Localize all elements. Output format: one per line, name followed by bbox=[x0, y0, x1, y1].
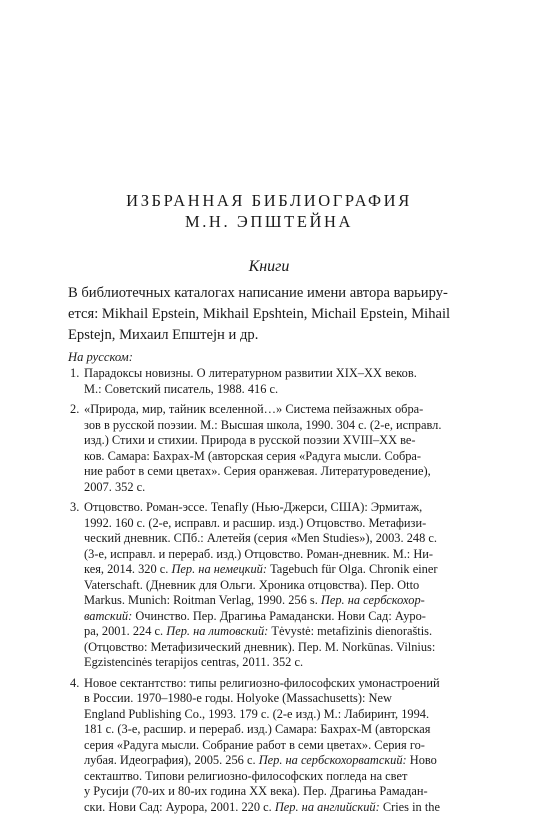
bibliography-entry bbox=[68, 366, 472, 397]
entry-line: Отцовство. Роман-эссе. Tenafly (Нью-Джерси, США): Эрмитаж, bbox=[84, 500, 423, 514]
entry-line: кея, 2014. 320 с. Пер. на немецкий: Tagebuch für Olga. Chronik einer bbox=[84, 562, 438, 576]
entry-line: М.: Советский писатель, 1988. 416 с. bbox=[84, 381, 279, 396]
entry-line: лубая. Идеография), 2005. 256 с. Пер. на сербскохорватский: Ново bbox=[84, 753, 437, 767]
entry-number: 2. bbox=[70, 402, 80, 416]
entry-line: у Русији (70-их и 80-их година XX века). Пер. Драгиња Рамадан- bbox=[84, 784, 428, 798]
entry-line: (Отцовство: Метафизический дневник). Пер. M. Norkūnas. Vilnius: bbox=[84, 639, 436, 654]
entry-line: зов в русской поэзии. М.: Высшая школа, 1990. 304 с. (2-е, исправл. bbox=[84, 417, 442, 432]
entry-line: ра, 2001. 224 с. Пер. на литовский: Tėvystė: metafizinis dienoraštis. bbox=[84, 624, 433, 638]
entry-line: Egzistencinės terapijos centras, 2011. 352 с. bbox=[84, 655, 304, 669]
bibliography-author: М.Н. ЭПШТЕЙНА bbox=[184, 212, 354, 231]
entry-line: 1992. 160 с. (2-е, исправл. и расшир. изд.) Отцовство. Метафизи- bbox=[84, 515, 427, 530]
bibliography-title: ИЗБРАННАЯ БИБЛИОГРАФИЯ bbox=[126, 191, 412, 210]
entry-line: «Природа, мир, тайник вселенной…» Система пейзажных обра- bbox=[84, 402, 424, 416]
entry-line: ски. Нови Сад: Аурора, 2001. 220 с. Пер. на английский: Cries in the bbox=[84, 799, 440, 814]
entry-number: 1. bbox=[70, 366, 80, 380]
entry-line: (3-е, исправл. и перераб. изд.) Отцовство. Роман-дневник. М.: Ни- bbox=[84, 546, 434, 561]
entry-line: Новое сектантство: типы религиозно-философских умонастроений bbox=[84, 675, 440, 690]
intro-line: Epstejn, Михаил Епштејн и др. bbox=[68, 327, 259, 343]
bibliography-entry bbox=[68, 676, 472, 816]
entry-line: Vaterschaft. (Дневник для Ольги. Хроника отцовства). Пер. Otto bbox=[84, 577, 420, 592]
entry-number: 3. bbox=[70, 500, 80, 514]
intro-line: В библиотечных каталогах написание имени автора варьиру- bbox=[68, 285, 448, 301]
entry-line: ватский: Очинство. Пер. Драгиња Рамадански. Нови Сад: Ауро- bbox=[84, 608, 426, 623]
entry-line: изд.) Стихи и стихии. Природа в русской поэзии XVIII–XX ве- bbox=[84, 433, 416, 447]
entry-number: 4. bbox=[70, 675, 80, 690]
entry-line: ние работ в семи цветах». Серия оранжевая. Литературоведение), bbox=[84, 464, 431, 478]
intro-paragraph bbox=[68, 283, 472, 346]
entry-line: Парадоксы новизны. О литературном развитии XIX–XX веков. bbox=[84, 366, 417, 380]
entry-line: 2007. 352 с. bbox=[84, 479, 146, 494]
entry-line: в России. 1970–1980-е годы. Holyoke (Massachusetts): New bbox=[84, 691, 392, 705]
entry-line: 181 с. (3-е, расшир. и перераб. изд.) Самара: Бахрах-М (авторская bbox=[84, 722, 431, 736]
entry-line: ческий дневник. СПб.: Алетейя (серия «Men Studies»), 2003. 248 с. bbox=[84, 531, 437, 545]
bibliography-entry bbox=[68, 500, 472, 671]
entry-line: серия «Радуга мысли. Собрание работ в семи цветах». Серия го- bbox=[84, 737, 425, 752]
entry-line: ков. Самара: Бахрах-М (авторская серия «Радуга мысли. Собра- bbox=[84, 448, 422, 463]
entry-line: England Publishing Co., 1993. 179 с. (2-е изд.) М.: Лабиринт, 1994. bbox=[84, 706, 430, 721]
section-heading-books: Книги bbox=[248, 258, 290, 275]
bibliography-list bbox=[68, 366, 472, 820]
bibliography-entry bbox=[68, 402, 472, 495]
entry-line: Markus. Munich: Roitman Verlag, 1990. 256 s. Пер. на сербскохор- bbox=[84, 593, 425, 607]
language-label: На русском: bbox=[68, 350, 133, 364]
intro-line: ется: Mikhail Epstein, Mikhail Epshtein, Michail Epstein, Mihail bbox=[68, 306, 451, 322]
entry-line: секташтво. Типови религиозно-философских погледа на свет bbox=[84, 768, 408, 783]
